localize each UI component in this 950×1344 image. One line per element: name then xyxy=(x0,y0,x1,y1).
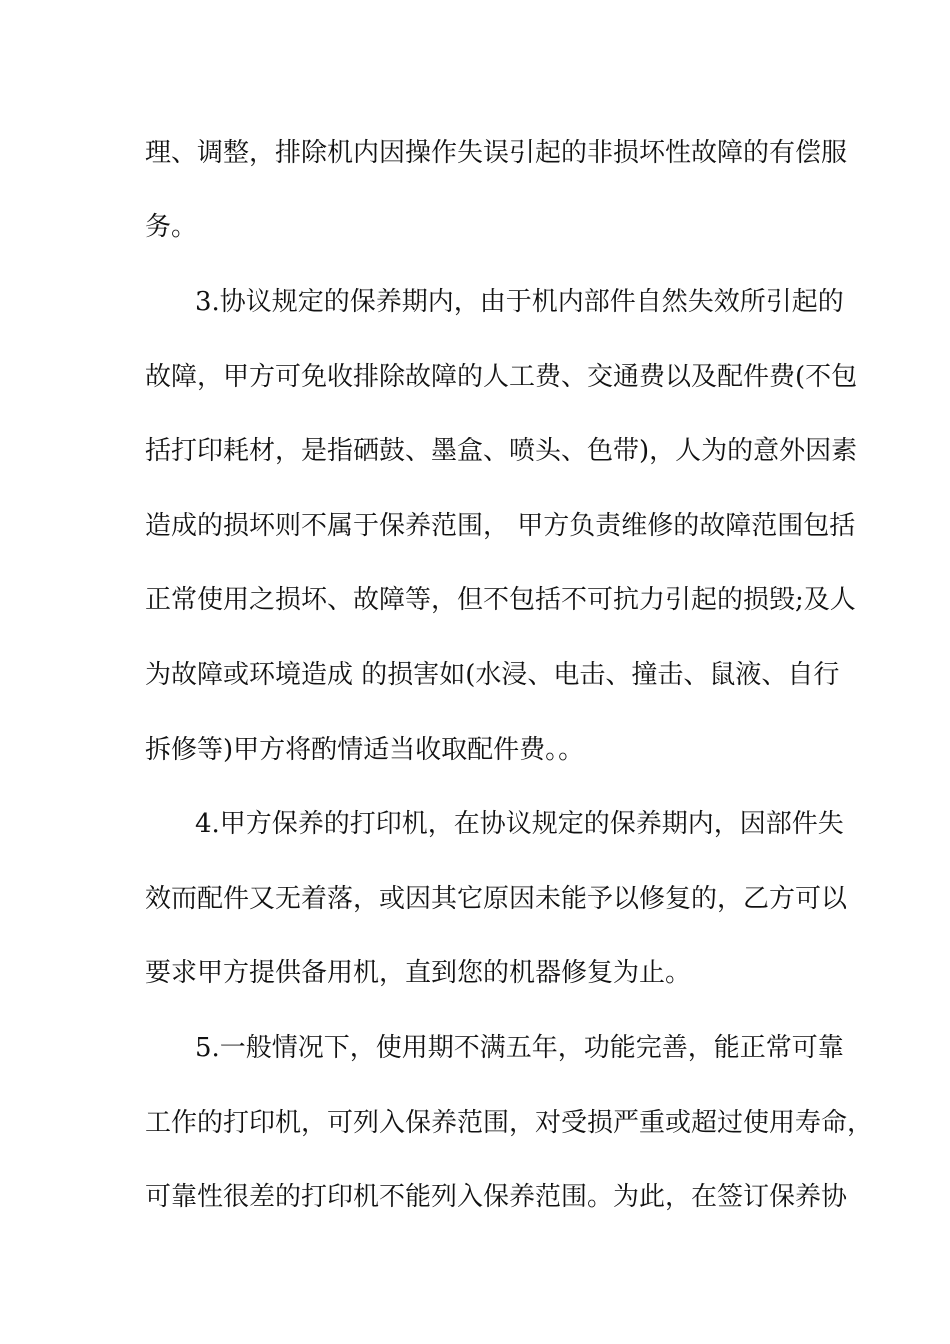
text-line: 正常使用之损坏、故障等，但不包括不可抗力引起的损毁;及人 xyxy=(145,585,856,615)
paragraph-4-start: 4.甲方保养的打印机，在协议规定的保养期内，因部件失 xyxy=(195,809,844,839)
text-line: 工作的打印机，可列入保养范围，对受损严重或超过使用寿命， xyxy=(145,1108,874,1138)
text-line: 为故障或环境造成 的损害如(水浸、电击、撞击、鼠液、自行 xyxy=(145,660,840,690)
text-line: 故障，甲方可免收排除故障的人工费、交通费以及配件费(不包 xyxy=(145,362,858,392)
text-line: 理、调整，排除机内因操作失误引起的非损坏性故障的有偿服 xyxy=(145,138,848,168)
text-line: 效而配件又无着落，或因其它原因未能予以修复的，乙方可以 xyxy=(145,884,848,914)
text-line: 务。 xyxy=(145,212,198,242)
paragraph-5-start: 5.一般情况下，使用期不满五年，功能完善，能正常可靠 xyxy=(195,1033,844,1063)
text-line: 要求甲方提供备用机，直到您的机器修复为止。 xyxy=(145,958,692,988)
text-line: 括打印耗材，是指硒鼓、墨盒、喷头、色带)，人为的意外因素 xyxy=(145,436,858,466)
text-line: 造成的损坏则不属于保养范围， 甲方负责维修的故障范围包括 xyxy=(145,511,856,541)
paragraph-3-start: 3.协议规定的保养期内，由于机内部件自然失效所引起的 xyxy=(195,287,844,317)
text-line: 可靠性很差的打印机不能列入保养范围。为此，在签订保养协 xyxy=(145,1182,848,1212)
text-line: 拆修等)甲方将酌情适当收取配件费。。 xyxy=(145,735,585,765)
